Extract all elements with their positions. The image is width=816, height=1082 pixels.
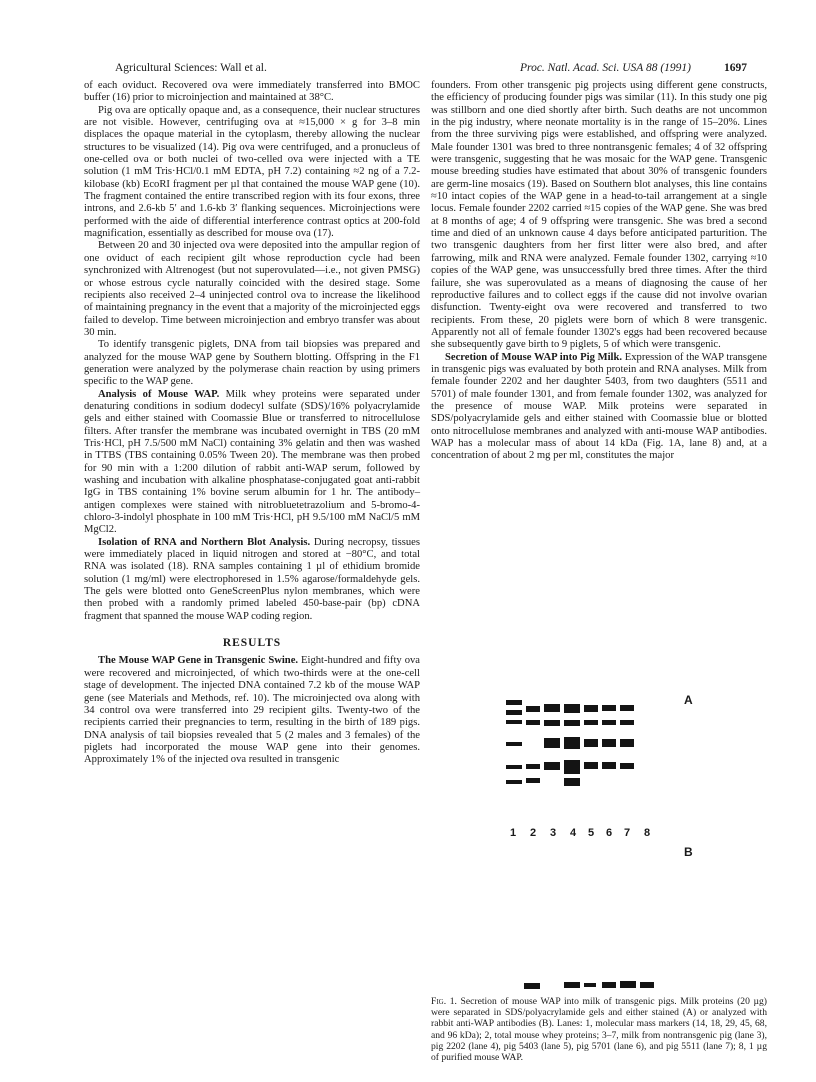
gel-band bbox=[564, 704, 580, 713]
gel-band bbox=[506, 720, 522, 724]
gel-band bbox=[564, 737, 580, 749]
gel-band bbox=[620, 739, 634, 747]
blot-band bbox=[524, 983, 540, 989]
paragraph bbox=[84, 389, 420, 537]
gel-band bbox=[506, 742, 522, 746]
panel-b-label: B bbox=[684, 845, 693, 859]
paragraph-lead: Isolation of RNA and Northern Blot Analysis. bbox=[98, 536, 311, 548]
gel-band bbox=[564, 778, 580, 786]
gel-band bbox=[602, 720, 616, 725]
gel-band bbox=[544, 704, 560, 712]
gel-band bbox=[506, 780, 522, 784]
lane-label: 7 bbox=[624, 827, 631, 839]
blot-band bbox=[584, 983, 596, 987]
paragraph-lead: The Mouse WAP Gene in Transgenic Swine. bbox=[98, 655, 299, 667]
figure-1 bbox=[488, 690, 704, 1020]
gel-band bbox=[620, 763, 634, 769]
gel-band bbox=[620, 705, 634, 711]
page-number: 1697 bbox=[724, 62, 747, 74]
gel-band bbox=[620, 720, 634, 725]
gel-band bbox=[544, 762, 560, 770]
blot-band bbox=[564, 982, 580, 988]
lane-label: 1 bbox=[510, 827, 517, 839]
lane-number-labels bbox=[510, 827, 650, 839]
gel-band bbox=[506, 700, 522, 705]
caption-text: Secretion of mouse WAP into milk of transgenic pigs. Milk proteins (20 µg) were separated in SDS/polyacrylamide gels and either stained (A) or analyzed with rabbit anti-WAP antibodies (B). Lanes: 1, molecular mass markers (14, 18, 29, 45, 68, and 96 kDa); 2, total mouse whey proteins; 3–7, milk from nontransgenic pig (lane 3), pig 2202 (lane 4), pig 5403 (lane 5), pig 5701 (lane 6), and pig 5511 (lane 7); 8, 1 µg of purified mouse WAP. bbox=[431, 996, 767, 1064]
paragraph: Pig ova are optically opaque and, as a consequence, their nuclear structures are not visible. However, centrifuging ova at ≈15,000 × g for 3–8 min displaces the opaque material in the cytoplasm, thereby allowing the nuclear structures to be visualized (14). Pig ova were centrifuged, and a pronucleus of one-celled ova or both nuclei of two-celled ova were injected with a TE solution (1 mM Tris·HCl/0.1 mM EDTA, pH 7.2) containing ≈2 ng of a 7.2-kilobase (kb) EcoRI fragment per µl that contained the mouse WAP gene (10). The fragment contained the entire transcribed region with its four exons, three introns, and 2.6-kb 5′ and 1.6-kb 3′ flanking sequences. Microinjections were performed with the aide of differential interference contrast optics at 200-fold magnification, essentially as described for mouse ova (17). bbox=[84, 104, 420, 240]
panel-a-label: A bbox=[684, 693, 693, 707]
gel-figure bbox=[488, 690, 704, 1020]
gel-band bbox=[526, 720, 540, 725]
paragraph bbox=[84, 655, 420, 766]
gel-band bbox=[544, 738, 560, 748]
running-header-section: Agricultural Sciences: Wall et al. bbox=[115, 62, 267, 74]
gel-band bbox=[602, 739, 616, 747]
paragraph: To identify transgenic piglets, DNA from tail biopsies was prepared and analyzed for the mouse WAP gene by Southern blotting. Offspring in the F1 generation were analyzed by the polymerase chain reaction by using primers specific to the WAP gene. bbox=[84, 339, 420, 388]
gel-band bbox=[602, 762, 616, 769]
paragraph-body: Expression of the WAP transgene in transgenic pigs was evaluated by both protein and RNA analyses. Milk from female founder 2202 and her daughter 5403, from two daughters (5511 and 5701) of male founder 1301, and from female founder 1302, was analyzed for the presence of mouse WAP. Milk proteins were separated in SDS/polyacrylamide gels and either stained with Coomassie blue or blotted onto nitrocellulose membranes and analyzed with anti-mouse WAP antibodies. WAP has a molecular mass of about 14 kDa (Fig. 1A, lane 8) and, at a concentration of about 2 mg per ml, constitutes the major bbox=[431, 351, 767, 462]
blot-band bbox=[620, 981, 636, 988]
blot-band bbox=[640, 982, 654, 988]
paragraph bbox=[431, 352, 767, 463]
paragraph-body: Milk whey proteins were separated under denaturing conditions in sodium dodecyl sulfate (SDS)/16% polyacrylamide gels and either stained with Coomassie Blue or transferred to nitrocellulose filters. After transfer the membrane was incubated overnight in TBS (20 mM Tris·HCl, pH 7.5/500 mM NaCl) containing 3% gelatin and then was washed in TTBS (TBS containing 0.05% Tween 20). The membrane was then probed for 90 min with a 1:200 dilution of rabbit anti-WAP serum, followed by washing and incubation with alkaline phosphatase-conjugated goat anti-rabbit IgG in TBS containing 1% bovine serum albumin for 1 hr. The antibody–antigen complexes were stained with nitrobluetetrazolium and 5-bromo-4-chloro-3-indolyl phosphate in 100 mM Tris·HCl, pH 9.5/100 mM NaCl/5 mM MgCl2. bbox=[84, 388, 420, 536]
paragraph-body: During necropsy, tissues were immediately placed in liquid nitrogen and stored at −80°C, and total RNA was isolated (18). RNA samples containing 1 µl of ethidium bromide solution (1 mg/ml) were electrophoresed in 1.5% agarose/formaldehyde gels. The gels were blotted onto GeneScreenPlus nylon membranes, which were then probed with a randomly primed labeled 450-base-pair (bp) cDNA fragment that spanned the mouse WAP coding region. bbox=[84, 536, 420, 622]
gel-band bbox=[506, 765, 522, 769]
paragraph-body: Eight-hundred and fifty ova were recovered and microinjected, of which two-thirds were at the one-cell stage of development. The injected DNA contained 7.2 kb of the mouse WAP gene (see Materials and Methods, ref. 10). The microinjected ova along with 34 control ova were transferred into 29 recipient gilts. Twenty-two of the recipients carried their pregnancies to term, resulting in the birth of 189 pigs. DNA analysis of tail biopsies revealed that 5 (2 males and 3 females) of the piglets had incorporated the mouse WAP gene into their genomes. Approximately 1% of the injected ova resulted in transgenic bbox=[84, 655, 421, 766]
paragraph: Between 20 and 30 injected ova were deposited into the ampullar region of one oviduct of each recipient gilt whose reproduction cycle had been synchronized with Altrenogest (but not superovulated—i.e., not given PMSG) or whose estrous cycle naturally coincided with the desired stage. Some recipients also received 2–4 uninjected control ova to increase the likelihood of maintaining pregnancy in the event that a majority of the microinjected eggs failed to develop. Time between microinjection and embryo transfer was about 30 min. bbox=[84, 240, 420, 338]
right-column bbox=[431, 80, 767, 463]
lane-label: 3 bbox=[550, 827, 557, 839]
gel-band bbox=[584, 705, 598, 712]
left-column bbox=[84, 80, 420, 767]
gel-band bbox=[564, 720, 580, 726]
lane-label: 2 bbox=[530, 827, 537, 839]
gel-band bbox=[584, 720, 598, 725]
section-heading-results: RESULTS bbox=[222, 637, 282, 650]
paragraph bbox=[84, 537, 420, 623]
paragraph-lead: Secretion of Mouse WAP into Pig Milk. bbox=[445, 351, 623, 363]
gel-band bbox=[584, 762, 598, 769]
gel-band bbox=[526, 764, 540, 769]
gel-band bbox=[544, 720, 560, 726]
lane-label: 8 bbox=[644, 827, 651, 839]
paragraph: founders. From other transgenic pig projects using different gene constructs, the efficiency of producing founder pigs was similar (11). In this study one pig was stillborn and one died shortly after birth. Such deaths are not uncommon in the pig industry, where neonate mortality is in the range of 15–20%. Lines from the three surviving pigs were established, and offspring were analyzed. Male founder 1301 was bred to three nontransgenic females; 4 of 32 offspring were transgenic, suggesting that he was mosaic for the WAP gene. Transgenic mouse breeding studies have estimated that about 30% of transgenic founders are germ-line mosaics (19). Based on Southern blot analyses, this line contains ≈10 intact copies of the WAP gene in a head-to-tail arrangement at a single locus. Female founder 2202 carried ≈15 copies of the WAP gene. She was bred at 8 months of age; 4 of 9 offspring were transgenic. She was bred a second time and died of an unknown cause 4 days before anticipated parturition. The two transgenic daughters from her first litter were also bred, and after farrowing, milk and RNA were analyzed. Female founder 1302, carrying ≈10 copies of the WAP gene, was unsuccessfully bred three times. After the third failure, she was superovulated as a means of diagnosing the cause of her reproductive failures and to collect eggs if the cause did not involve ovarian disfunction. Twenty-eight ova were recovered and transferred to two recipients. From these, 20 piglets were born of which 8 were transgenic. Apparently not all of female founder 1302's eggs had been recovered because she subsequently gave birth to 9 piglets, 5 of which were transgenic. bbox=[431, 80, 767, 351]
gel-band bbox=[526, 706, 540, 712]
lane-label: 6 bbox=[606, 827, 613, 839]
paragraph-lead: Analysis of Mouse WAP. bbox=[98, 388, 220, 400]
lane-label: 5 bbox=[588, 827, 595, 839]
running-header-journal: Proc. Natl. Acad. Sci. USA 88 (1991) bbox=[520, 62, 691, 74]
gel-band bbox=[506, 710, 522, 715]
figure-caption bbox=[431, 996, 767, 1063]
gel-panel-a bbox=[506, 700, 634, 786]
gel-band bbox=[602, 705, 616, 711]
paragraph: of each oviduct. Recovered ova were immediately transferred into BMOC buffer (16) prior to microinjection and maintained at 38°C. bbox=[84, 80, 420, 104]
gel-band bbox=[584, 739, 598, 747]
blot-band bbox=[602, 982, 616, 988]
lane-label: 4 bbox=[570, 827, 577, 839]
gel-band bbox=[564, 760, 580, 774]
figure-label: Fig. 1. bbox=[431, 996, 457, 1007]
gel-band bbox=[526, 778, 540, 783]
gel-panel-b bbox=[524, 981, 654, 989]
